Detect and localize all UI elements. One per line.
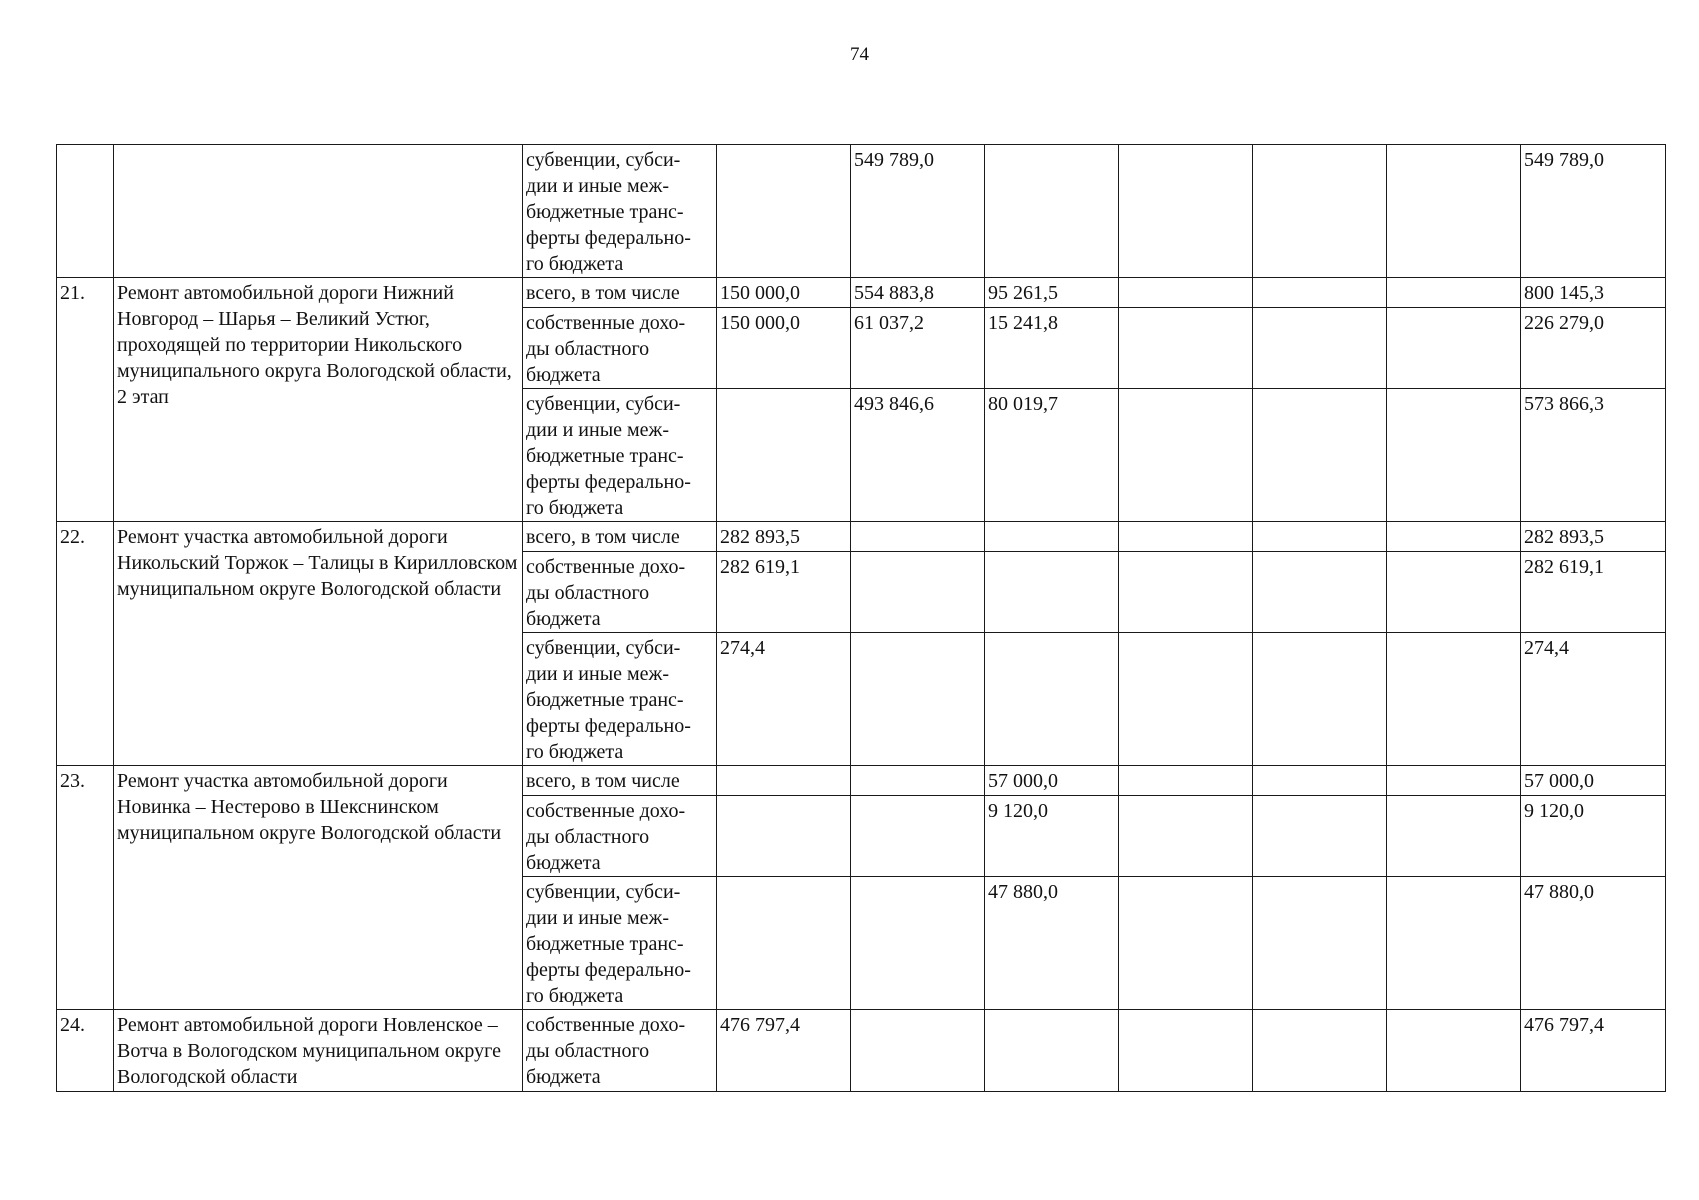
amount-cell xyxy=(717,877,851,1010)
amount-cell: 282 893,5 xyxy=(717,522,851,552)
amount-cell: 554 883,8 xyxy=(851,278,985,308)
amount-cell xyxy=(1387,766,1521,796)
amount-cell: 9 120,0 xyxy=(1521,796,1666,877)
amount-cell xyxy=(1253,308,1387,389)
amount-cell xyxy=(1387,552,1521,633)
table-row xyxy=(57,522,1666,552)
amount-cell: 61 037,2 xyxy=(851,308,985,389)
table-row xyxy=(57,766,1666,796)
amount-cell: 95 261,5 xyxy=(985,278,1119,308)
row-number-cell: 23. xyxy=(57,766,114,1010)
amount-cell xyxy=(1119,278,1253,308)
amount-cell: 549 789,0 xyxy=(1521,145,1666,278)
amount-cell xyxy=(1387,796,1521,877)
amount-cell xyxy=(1253,1010,1387,1092)
amount-cell xyxy=(717,766,851,796)
amount-cell: 573 866,3 xyxy=(1521,389,1666,522)
object-name-cell: Ремонт участка автомобильной дороги Новинка – Нестерово в Шекснинском муниципальном округе Вологодской области xyxy=(114,766,523,1010)
object-name-cell: Ремонт автомобильной дороги Новленское – Вотча в Вологодском муниципальном округе Вологодской области xyxy=(114,1010,523,1092)
amount-cell xyxy=(985,1010,1119,1092)
amount-cell: 57 000,0 xyxy=(985,766,1119,796)
amount-cell xyxy=(1387,1010,1521,1092)
amount-cell: 47 880,0 xyxy=(1521,877,1666,1010)
amount-cell: 150 000,0 xyxy=(717,308,851,389)
amount-cell xyxy=(985,552,1119,633)
amount-cell xyxy=(1387,522,1521,552)
budget-table xyxy=(56,144,1666,1092)
amount-cell xyxy=(1253,766,1387,796)
row-number-cell: 21. xyxy=(57,278,114,522)
amount-cell xyxy=(1119,145,1253,278)
amount-cell xyxy=(717,145,851,278)
amount-cell xyxy=(851,552,985,633)
funding-source-cell: собственные дохо- ды областного бюджета xyxy=(523,796,717,877)
amount-cell xyxy=(1119,389,1253,522)
amount-cell xyxy=(1387,308,1521,389)
amount-cell: 57 000,0 xyxy=(1521,766,1666,796)
amount-cell xyxy=(851,796,985,877)
amount-cell: 274,4 xyxy=(717,633,851,766)
row-number-cell: 22. xyxy=(57,522,114,766)
amount-cell: 226 279,0 xyxy=(1521,308,1666,389)
funding-source-cell: субвенции, субси- дии и иные меж- бюджетные транс- ферты федерально- го бюджета xyxy=(523,389,717,522)
funding-source-cell: субвенции, субси- дии и иные меж- бюджетные транс- ферты федерально- го бюджета xyxy=(523,633,717,766)
amount-cell: 800 145,3 xyxy=(1521,278,1666,308)
amount-cell xyxy=(1253,877,1387,1010)
amount-cell: 282 619,1 xyxy=(1521,552,1666,633)
amount-cell: 493 846,6 xyxy=(851,389,985,522)
amount-cell xyxy=(1119,522,1253,552)
amount-cell xyxy=(717,796,851,877)
amount-cell xyxy=(851,766,985,796)
amount-cell xyxy=(851,877,985,1010)
amount-cell xyxy=(57,145,114,278)
amount-cell xyxy=(1119,766,1253,796)
funding-source-cell: субвенции, субси- дии и иные меж- бюджетные транс- ферты федерально- го бюджета xyxy=(523,877,717,1010)
amount-cell xyxy=(1119,552,1253,633)
amount-cell xyxy=(1119,796,1253,877)
funding-source-cell: собственные дохо- ды областного бюджета xyxy=(523,1010,717,1092)
amount-cell xyxy=(851,633,985,766)
object-name-cell: Ремонт участка автомобильной дороги Никольский Торжок – Талицы в Кирилловском муниципальном округе Вологодской области xyxy=(114,522,523,766)
amount-cell xyxy=(1253,278,1387,308)
amount-cell xyxy=(1253,389,1387,522)
amount-cell: 150 000,0 xyxy=(717,278,851,308)
amount-cell xyxy=(1253,145,1387,278)
amount-cell xyxy=(1119,633,1253,766)
amount-cell: 549 789,0 xyxy=(851,145,985,278)
amount-cell xyxy=(1387,877,1521,1010)
amount-cell xyxy=(1119,308,1253,389)
amount-cell: 476 797,4 xyxy=(717,1010,851,1092)
amount-cell: 274,4 xyxy=(1521,633,1666,766)
amount-cell: 9 120,0 xyxy=(985,796,1119,877)
page-number: 74 xyxy=(850,44,869,65)
amount-cell: 282 893,5 xyxy=(1521,522,1666,552)
amount-cell xyxy=(1253,552,1387,633)
funding-source-cell: всего, в том числе xyxy=(523,522,717,552)
amount-cell xyxy=(1253,633,1387,766)
amount-cell: 15 241,8 xyxy=(985,308,1119,389)
amount-cell xyxy=(985,522,1119,552)
amount-cell: 47 880,0 xyxy=(985,877,1119,1010)
table-row xyxy=(57,1010,1666,1092)
amount-cell: 476 797,4 xyxy=(1521,1010,1666,1092)
amount-cell xyxy=(114,145,523,278)
funding-source-cell: всего, в том числе xyxy=(523,278,717,308)
amount-cell xyxy=(1253,522,1387,552)
amount-cell xyxy=(1387,389,1521,522)
amount-cell xyxy=(851,1010,985,1092)
amount-cell: 80 019,7 xyxy=(985,389,1119,522)
table-row xyxy=(57,145,1666,278)
amount-cell xyxy=(717,389,851,522)
amount-cell xyxy=(851,522,985,552)
amount-cell xyxy=(1387,278,1521,308)
amount-cell xyxy=(1253,796,1387,877)
amount-cell xyxy=(1119,877,1253,1010)
amount-cell: 282 619,1 xyxy=(717,552,851,633)
funding-source-cell: субвенции, субси- дии и иные меж- бюджетные транс- ферты федерально- го бюджета xyxy=(523,145,717,278)
table-row xyxy=(57,278,1666,308)
funding-source-cell: собственные дохо- ды областного бюджета xyxy=(523,308,717,389)
amount-cell xyxy=(1387,145,1521,278)
row-number-cell: 24. xyxy=(57,1010,114,1092)
amount-cell xyxy=(985,633,1119,766)
funding-source-cell: всего, в том числе xyxy=(523,766,717,796)
amount-cell xyxy=(1387,633,1521,766)
amount-cell xyxy=(985,145,1119,278)
object-name-cell: Ремонт автомобильной дороги Нижний Новгород – Шарья – Великий Устюг, проходящей по территории Никольского муниципального округа Вологодской области, 2 этап xyxy=(114,278,523,522)
funding-source-cell: собственные дохо- ды областного бюджета xyxy=(523,552,717,633)
amount-cell xyxy=(1119,1010,1253,1092)
